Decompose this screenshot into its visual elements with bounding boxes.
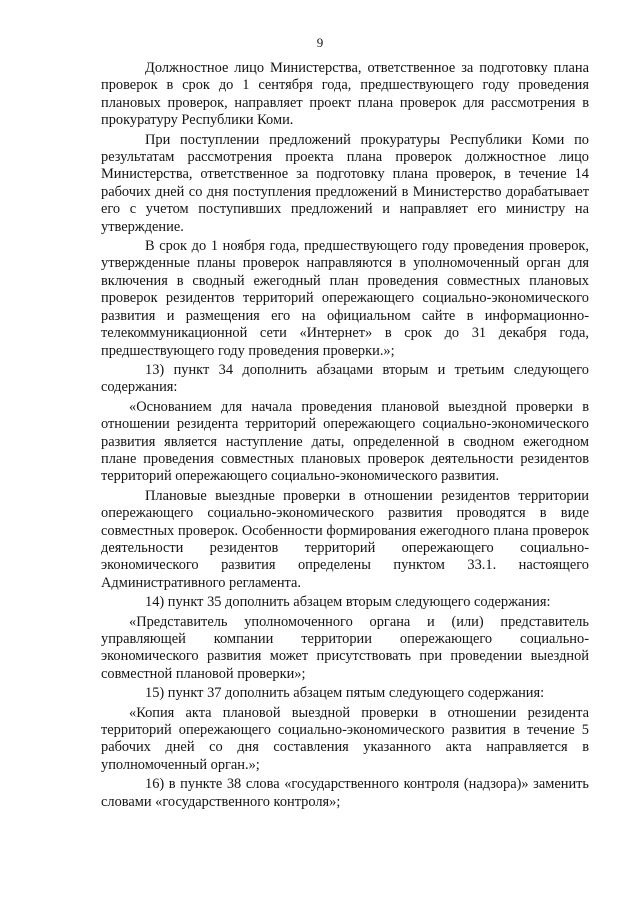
paragraph-item-15: 15) пункт 37 дополнить абзацем пятым следующего содержания: <box>145 685 545 702</box>
document-body <box>101 60 589 813</box>
paragraph-joint-inspections: Плановые выездные проверки в отношении резидентов территории опережающего социально-экономического развития проводятся в виде совместных проверок. Особенности формирования ежегодного плана проверок деятельности резидентов территорий опережающего социально-экономического развития определены пунктом 33.1. настоящего Административного регламента. <box>101 487 589 591</box>
paragraph-quote-inspection-basis: «Основанием для начала проведения плановой выездной проверки в отношении резидента территорий опережающего социально-экономического развития является наступление даты, определенной в сводном ежегодном плане проведения совместных плановых проверок деятельности резидентов территорий опережающего социально-экономического развития. <box>101 398 589 485</box>
paragraph-item-13: 13) пункт 34 дополнить абзацами вторым и третьим следующего содержания: <box>101 361 589 396</box>
paragraph-quote-representative: «Представитель уполномоченного органа и (или) представитель управляющей компании территории опережающего социально-экономического развития может присутствовать при проведении выездной совместной плановой проверки»; <box>101 613 589 682</box>
page-number: 9 <box>316 35 324 50</box>
paragraph-item-14: 14) пункт 35 дополнить абзацем вторым следующего содержания: <box>145 594 551 611</box>
paragraph-item-16: 16) в пункте 38 слова «государственного контроля (надзора)» заменить словами «государственного контроля»; <box>101 776 589 810</box>
paragraph-prosecutor-proposals: При поступлении предложений прокуратуры Республики Коми по результатам рассмотрения проекта плана проверок должностное лицо Министерства, ответственное за подготовку плана проверок, в течение 14 рабочих дней со дня поступления предложений в Министерство дорабатывает его с учетом поступивших предложений и направляет его министру на утверждение. <box>101 131 589 235</box>
paragraph-plan-deadline: В срок до 1 ноября года, предшествующего году проведения проверок, утвержденные планы проверок направляются в уполномоченный орган для включения в сводный ежегодный план проведения совместных плановых проверок резидентов территорий опережающего социально-экономического развития и размещения его на официальном сайте в информационно-телекоммуникационной сети «Интернет» в срок до 31 декабря года, предшествующего году проведения проверки.»; <box>101 238 589 359</box>
paragraph-quote-act-copy: «Копия акта плановой выездной проверки в отношении резидента территорий опережающего социально-экономического развития в течение 5 рабочих дней со дня составления указанного акта направляется в уполномоченный орган.»; <box>101 704 589 773</box>
paragraph-plan-submission: Должностное лицо Министерства, ответственное за подготовку плана проверок в срок до 1 сентября года, предшествующего году проведения плановых проверок, направляет проект плана проверок для рассмотрения в прокуратуру Республики Коми. <box>101 60 589 129</box>
